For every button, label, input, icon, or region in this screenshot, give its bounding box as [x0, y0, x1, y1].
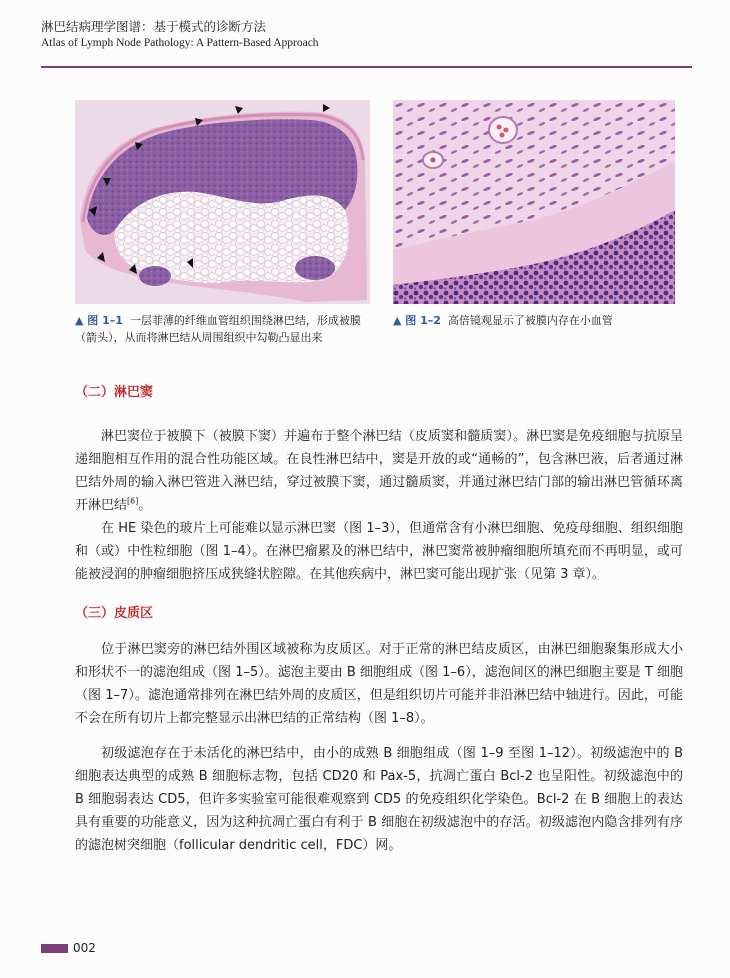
section-heading-lymph-sinus: （二）淋巴窦 [75, 385, 154, 400]
figure-1-1-image [75, 100, 370, 304]
figure-1-2-caption [393, 312, 683, 329]
paragraph: 初级滤泡存在于未活化的淋巴结中，由小的成熟 B 细胞组成（图 1–9 至图 1–12）。初级滤泡中的 B 细胞表达典型的成熟 B 细胞标志物，包括 CD20 和 Pax-5，抗凋亡蛋白 Bcl-2 也呈阳性。初级滤泡中的 B 细胞弱表达 CD5，但许多实验室可能很难观察到 CD5 的免疫组织化学染色。Bcl-2 在 B 细胞上的表达具有重要的功能意义，因为这种抗凋亡蛋白有利于 B 细胞在初级滤泡中的存活。初级滤泡内隐含排列有序的滤泡树突细胞（follicular dendritic cell，FDC）网。 [75, 746, 683, 853]
paragraph-tail: 。 [138, 498, 152, 513]
figure-1-1-caption-text: 一层菲薄的纤维血管组织围绕淋巴结，形成被膜（箭头），从而将淋巴结从周围组织中勾勒凸显出来 [75, 314, 361, 344]
header-title-en: Atlas of Lymph Node Pathology: A Pattern-Based Approach [41, 37, 319, 49]
header-rule [41, 66, 692, 68]
citation: [6] [127, 496, 139, 506]
running-header [41, 18, 691, 51]
paragraph: 位于淋巴窦旁的淋巴结外围区域被称为皮质区。对于正常的淋巴结皮质区，由淋巴细胞聚集形成大小和形状不一的滤泡组成（图 1–5）。滤泡主要由 B 细胞组成（图 1–6），滤泡间区的淋巴细胞主要是 T 细胞（图 1–7）。滤泡通常排列在淋巴结外周的皮质区，但是组织切片可能并非沿淋巴结中轴进行。因此，可能不会在所有切片上都完整显示出淋巴结的正常结构（图 1–8）。 [75, 642, 683, 726]
figure-1-1-caption [75, 312, 375, 346]
section-heading-cortex: （三）皮质区 [75, 606, 154, 621]
micrograph-high-power [393, 100, 675, 304]
figure-1-1-label: ▲ 图 1–1 [75, 314, 123, 327]
paragraph: 在 HE 染色的玻片上可能难以显示淋巴窦（图 1–3），但通常含有小淋巴细胞、免疫母细胞、组织细胞和（或）中性粒细胞（图 1–4）。在淋巴瘤累及的淋巴结中，淋巴窦常被肿瘤细胞所填充而不再明显，或可能被浸润的肿瘤细胞挤压成狭缝状腔隙。在其他疾病中，淋巴窦可能出现扩张（见第 3 章）。 [75, 521, 683, 582]
micrograph-low-power [75, 100, 370, 304]
paragraph-text: 淋巴窦位于被膜下（被膜下窦）并遍布于整个淋巴结（皮质窦和髓质窦）。淋巴窦是免疫细胞与抗原呈递细胞相互作用的混合性功能区域。在良性淋巴结中，窦是开放的或“通畅的”，包含淋巴液，后者通过淋巴结外周的输入淋巴管进入淋巴结，穿过被膜下窦，通过髓质窦，并通过淋巴结门部的输出淋巴管循环离开淋巴结 [75, 429, 683, 513]
figure-1-2-image [393, 100, 675, 304]
footer-bar [41, 944, 68, 953]
figure-1-2-caption-text: 高倍镜观显示了被膜内存在小血管 [447, 314, 613, 327]
paragraph [75, 425, 683, 517]
header-title-cn: 淋巴结病理学图谱：基于模式的诊断方法 [41, 19, 267, 34]
page-number: 002 [73, 941, 96, 955]
figure-1-2-label: ▲ 图 1–2 [393, 314, 441, 327]
